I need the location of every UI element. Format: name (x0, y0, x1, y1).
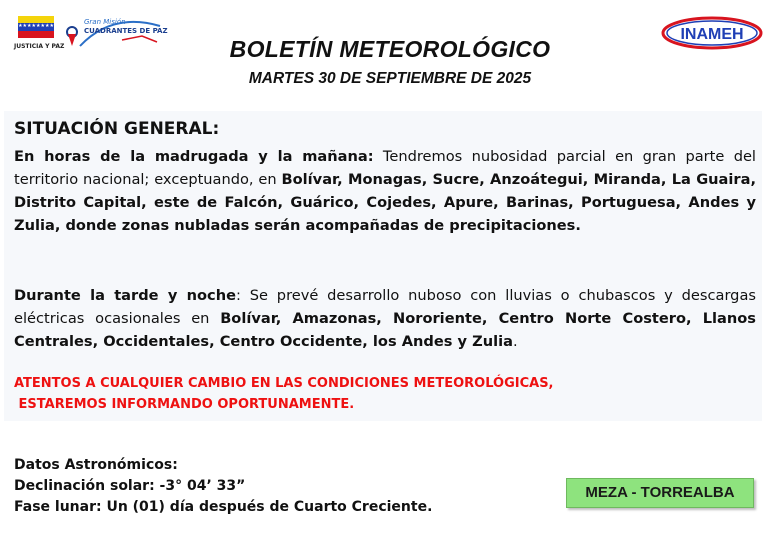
general-situation-panel (4, 111, 762, 421)
bulletin-date: MARTES 30 DE SEPTIEMBRE DE 2025 (248, 70, 532, 87)
header (0, 0, 780, 100)
venezuela-flag-icon: ★★★★★★★★ (18, 16, 54, 38)
alert-notice (14, 373, 554, 415)
mision-line-1: Gran Misión (84, 18, 126, 26)
morning-lead: En horas de la madrugada y la mañana: (14, 148, 374, 165)
general-situation-heading: SITUACIÓN GENERAL: (14, 119, 220, 139)
page-title: BOLETÍN METEOROLÓGICO (229, 36, 551, 62)
evening-forecast-paragraph (14, 284, 756, 353)
forecaster-signature: MEZA - TORREALBA (566, 478, 754, 508)
alert-line-1: ATENTOS A CUALQUIER CAMBIO EN LAS CONDICIONES METEOROLÓGICAS, (14, 376, 554, 391)
solar-declination: Declinación solar: -3° 04’ 33” (14, 478, 246, 494)
mision-line-2: CUADRANTES DE PAZ (84, 27, 168, 35)
astro-heading: Datos Astronómicos: (14, 457, 178, 473)
morning-forecast-paragraph (14, 145, 756, 237)
moon-phase: Fase lunar: Un (01) día después de Cuarto Creciente. (14, 499, 433, 515)
astronomical-data (14, 455, 432, 518)
evening-regions: Bolívar, Amazonas, Nororiente, Centro Norte Costero, Llanos Centrales, Occidentales, Centro Occidente, los Andes y Zulia (14, 310, 756, 350)
morning-regions: Bolívar, Monagas, Sucre, Anzoátegui, Miranda, La Guaira, Distrito Capital, este de Falcón, Guárico, Cojedes, Apure, Barinas, Portuguesa, Andes y Zulia, donde zonas nubladas serán acompañadas de precipitaciones. (14, 171, 756, 234)
alert-line-2: ESTAREMOS INFORMANDO OPORTUNAMENTE. (14, 397, 355, 412)
evening-lead: Durante la tarde y noche (14, 287, 236, 304)
evening-end: . (512, 333, 518, 350)
inameh-logo-text: INAMEH (680, 26, 744, 43)
morning-text: Tendremos nubosidad parcial en gran parte del territorio nacional; exceptuando, en (14, 148, 756, 188)
logo-caption: JUSTICIA Y PAZ (14, 43, 65, 50)
evening-text: : Se prevé desarrollo nuboso con lluvias o chubascos y descargas eléctricas ocasionales en (14, 287, 756, 327)
